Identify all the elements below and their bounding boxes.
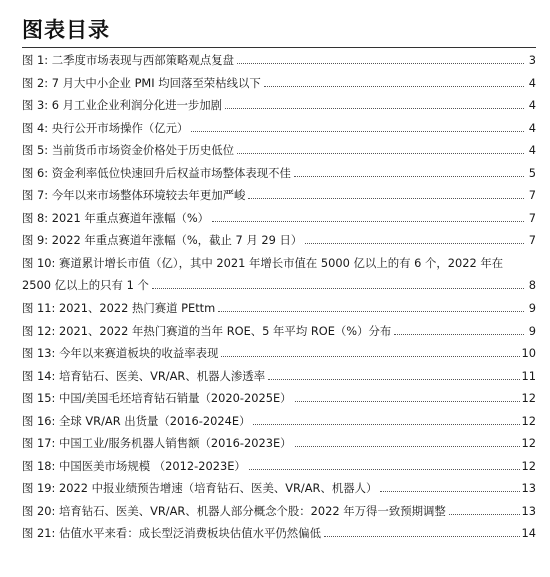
- dot-leader: [295, 446, 520, 447]
- figure-number: 图 20:: [22, 503, 56, 518]
- toc-entry-label: [22, 479, 377, 497]
- figure-caption: 培育钻石、医美、VR/AR、机器人渗透率: [58, 368, 266, 383]
- figure-caption: 全球 VR/AR 出货量（2016-2024E）: [58, 413, 251, 428]
- page-number: 14: [521, 526, 536, 541]
- figure-number: 图 8:: [22, 210, 49, 225]
- figure-caption: 2022 中报业绩预告增速（培育钻石、医美、VR/AR、机器人）: [58, 481, 378, 496]
- toc-entry-label: [22, 231, 302, 249]
- toc-list: [22, 51, 536, 542]
- figure-caption: 二季度市场表现与西部策略观点复盘: [51, 53, 234, 67]
- figure-number: 图 6:: [22, 165, 49, 180]
- figure-caption: 中国工业/服务机器人销售额（2016-2023E）: [58, 436, 292, 451]
- page-number: 11: [521, 368, 536, 383]
- toc-entry[interactable]: [22, 457, 536, 475]
- figure-number: 图 5:: [22, 143, 49, 158]
- dot-leader: [449, 514, 520, 515]
- figure-number: 图 4:: [22, 120, 49, 135]
- toc-entry[interactable]: [22, 322, 536, 340]
- figure-number: 图 13:: [22, 346, 56, 361]
- figure-caption: 培育钻石、医美、VR/AR、机器人部分概念个股：2022 年万得一致预期调整: [58, 503, 446, 518]
- toc-entry-label: [22, 299, 215, 317]
- toc-entry[interactable]: [22, 96, 536, 114]
- page-number: 8: [528, 278, 536, 293]
- toc-entry[interactable]: [22, 231, 536, 249]
- page-number: 3: [528, 53, 536, 67]
- page-number: 12: [521, 391, 536, 406]
- toc-entry[interactable]: [22, 209, 536, 227]
- figure-caption: 资金利率低位快速回升后权益市场整体表现不佳: [51, 165, 291, 180]
- dot-leader: [218, 311, 524, 312]
- page-number: 5: [528, 165, 536, 180]
- page-number: 13: [521, 503, 536, 518]
- figure-number: 图 15:: [22, 391, 56, 406]
- figure-number: 图 14:: [22, 368, 56, 383]
- figure-number: 图 21:: [22, 526, 56, 541]
- toc-entry-label: [22, 74, 261, 92]
- toc-title: 图表目录: [22, 18, 110, 42]
- toc-entry[interactable]: [22, 299, 536, 317]
- page-number: 9: [528, 323, 536, 338]
- figure-number: 图 10:: [22, 255, 56, 270]
- toc-entry-label: [22, 457, 246, 475]
- dot-leader: [225, 108, 524, 109]
- figure-number: 图 12:: [22, 323, 56, 338]
- toc-entry-label: [22, 367, 265, 385]
- toc-entry-label: [22, 412, 250, 430]
- page-number: 9: [528, 301, 536, 316]
- title-divider: [22, 47, 536, 48]
- figure-caption: 6 月工业企业利润分化进一步加剧: [51, 98, 223, 113]
- dot-leader: [212, 221, 524, 222]
- figure-number: 图 3:: [22, 98, 49, 113]
- toc-entry-label: [22, 141, 234, 159]
- toc-entry[interactable]: [22, 141, 536, 159]
- toc-entry[interactable]: [22, 412, 536, 430]
- toc-entry-label: [22, 524, 321, 542]
- page-number: 12: [521, 458, 536, 473]
- toc-entry-label: [22, 434, 292, 452]
- page-number: 10: [521, 346, 536, 361]
- toc-entry-label: [22, 164, 291, 182]
- toc-entry-label: [22, 96, 222, 114]
- toc-entry[interactable]: [22, 74, 536, 92]
- figure-number: 图 19:: [22, 481, 56, 496]
- figure-caption: 2022 年重点赛道年涨幅（%，截止 7 月 29 日）: [51, 233, 303, 248]
- toc-entry[interactable]: [22, 119, 536, 137]
- dot-leader: [253, 424, 519, 425]
- dot-leader: [324, 536, 520, 537]
- toc-entry-label: [22, 322, 391, 340]
- page-number: 7: [528, 210, 536, 225]
- figure-number: 图 1:: [22, 53, 49, 67]
- toc-entry[interactable]: [22, 389, 536, 407]
- dot-leader: [295, 401, 520, 402]
- figure-caption: 2021、2022 热门赛道 PEttm: [58, 301, 216, 316]
- toc-entry[interactable]: [22, 502, 536, 520]
- toc-entry[interactable]: [22, 186, 536, 204]
- page-number: 4: [528, 75, 536, 90]
- figure-caption-continuation: 2500 亿以上的只有 1 个: [22, 278, 149, 293]
- toc-entry[interactable]: [22, 254, 536, 295]
- dot-leader: [249, 469, 520, 470]
- figure-caption: 2021、2022 年热门赛道的当年 ROE、5 年平均 ROE（%）分布: [58, 323, 392, 338]
- toc-entry[interactable]: [22, 524, 536, 542]
- toc-entry[interactable]: [22, 344, 536, 362]
- page-number: 4: [528, 120, 536, 135]
- figure-number: 图 16:: [22, 413, 56, 428]
- figure-number: 图 9:: [22, 233, 49, 248]
- dot-leader: [152, 288, 524, 289]
- figure-caption: 央行公开市场操作（亿元）: [51, 120, 189, 135]
- toc-entry-label: [22, 119, 188, 137]
- dot-leader: [294, 176, 524, 177]
- dot-leader: [237, 153, 524, 154]
- dot-leader: [380, 491, 519, 492]
- figure-number: 图 17:: [22, 436, 56, 451]
- figure-number: 图 7:: [22, 188, 49, 203]
- toc-entry-label: [22, 209, 209, 227]
- figure-caption: 今年以来赛道板块的收益率表现: [58, 346, 219, 361]
- page-number: 12: [521, 436, 536, 451]
- toc-entry-label: [22, 51, 234, 69]
- figure-caption: 赛道累计增长市值（亿），其中 2021 年增长市值在 5000 亿以上的有 6 个，2022 年在: [58, 255, 504, 270]
- figure-caption: 估值水平来看：成长型泛消费板块估值水平仍然偏低: [58, 526, 321, 541]
- dot-leader: [248, 198, 524, 199]
- toc-entry[interactable]: [22, 479, 536, 497]
- page-number: 13: [521, 481, 536, 496]
- dot-leader: [237, 63, 524, 64]
- page-number: 12: [521, 413, 536, 428]
- figure-caption: 中国/美国毛坯培育钻石销量（2020-2025E）: [58, 391, 292, 406]
- figure-number: 图 11:: [22, 301, 56, 316]
- figure-caption: 7 月大中小企业 PMI 均回落至荣枯线以下: [51, 75, 261, 90]
- dot-leader: [305, 243, 524, 244]
- figure-number: 图 2:: [22, 75, 49, 90]
- toc-entry[interactable]: [22, 51, 536, 69]
- toc-entry-label: [22, 344, 218, 362]
- dot-leader: [268, 379, 519, 380]
- dot-leader: [221, 356, 519, 357]
- toc-entry[interactable]: [22, 434, 536, 452]
- toc-entry-label: [22, 389, 292, 407]
- page-number: 7: [528, 233, 536, 248]
- toc-entry-first-line: [22, 254, 536, 272]
- page-number: 4: [528, 98, 536, 113]
- figure-caption: 今年以来市场整体环境较去年更加严峻: [51, 188, 246, 203]
- toc-entry-label: [22, 502, 446, 520]
- dot-leader: [191, 131, 524, 132]
- page-number: 4: [528, 143, 536, 158]
- figure-caption: 当前货币市场资金价格处于历史低位: [51, 143, 234, 158]
- toc-entry[interactable]: [22, 164, 536, 182]
- toc-entry[interactable]: [22, 367, 536, 385]
- toc-entry-label: [22, 186, 245, 204]
- dot-leader: [264, 86, 524, 87]
- figure-caption: 2021 年重点赛道年涨幅（%）: [51, 210, 210, 225]
- dot-leader: [394, 334, 524, 335]
- figure-number: 图 18:: [22, 458, 56, 473]
- figure-caption: 中国医美市场规模 （2012-2023E）: [58, 458, 246, 473]
- page-number: 7: [528, 188, 536, 203]
